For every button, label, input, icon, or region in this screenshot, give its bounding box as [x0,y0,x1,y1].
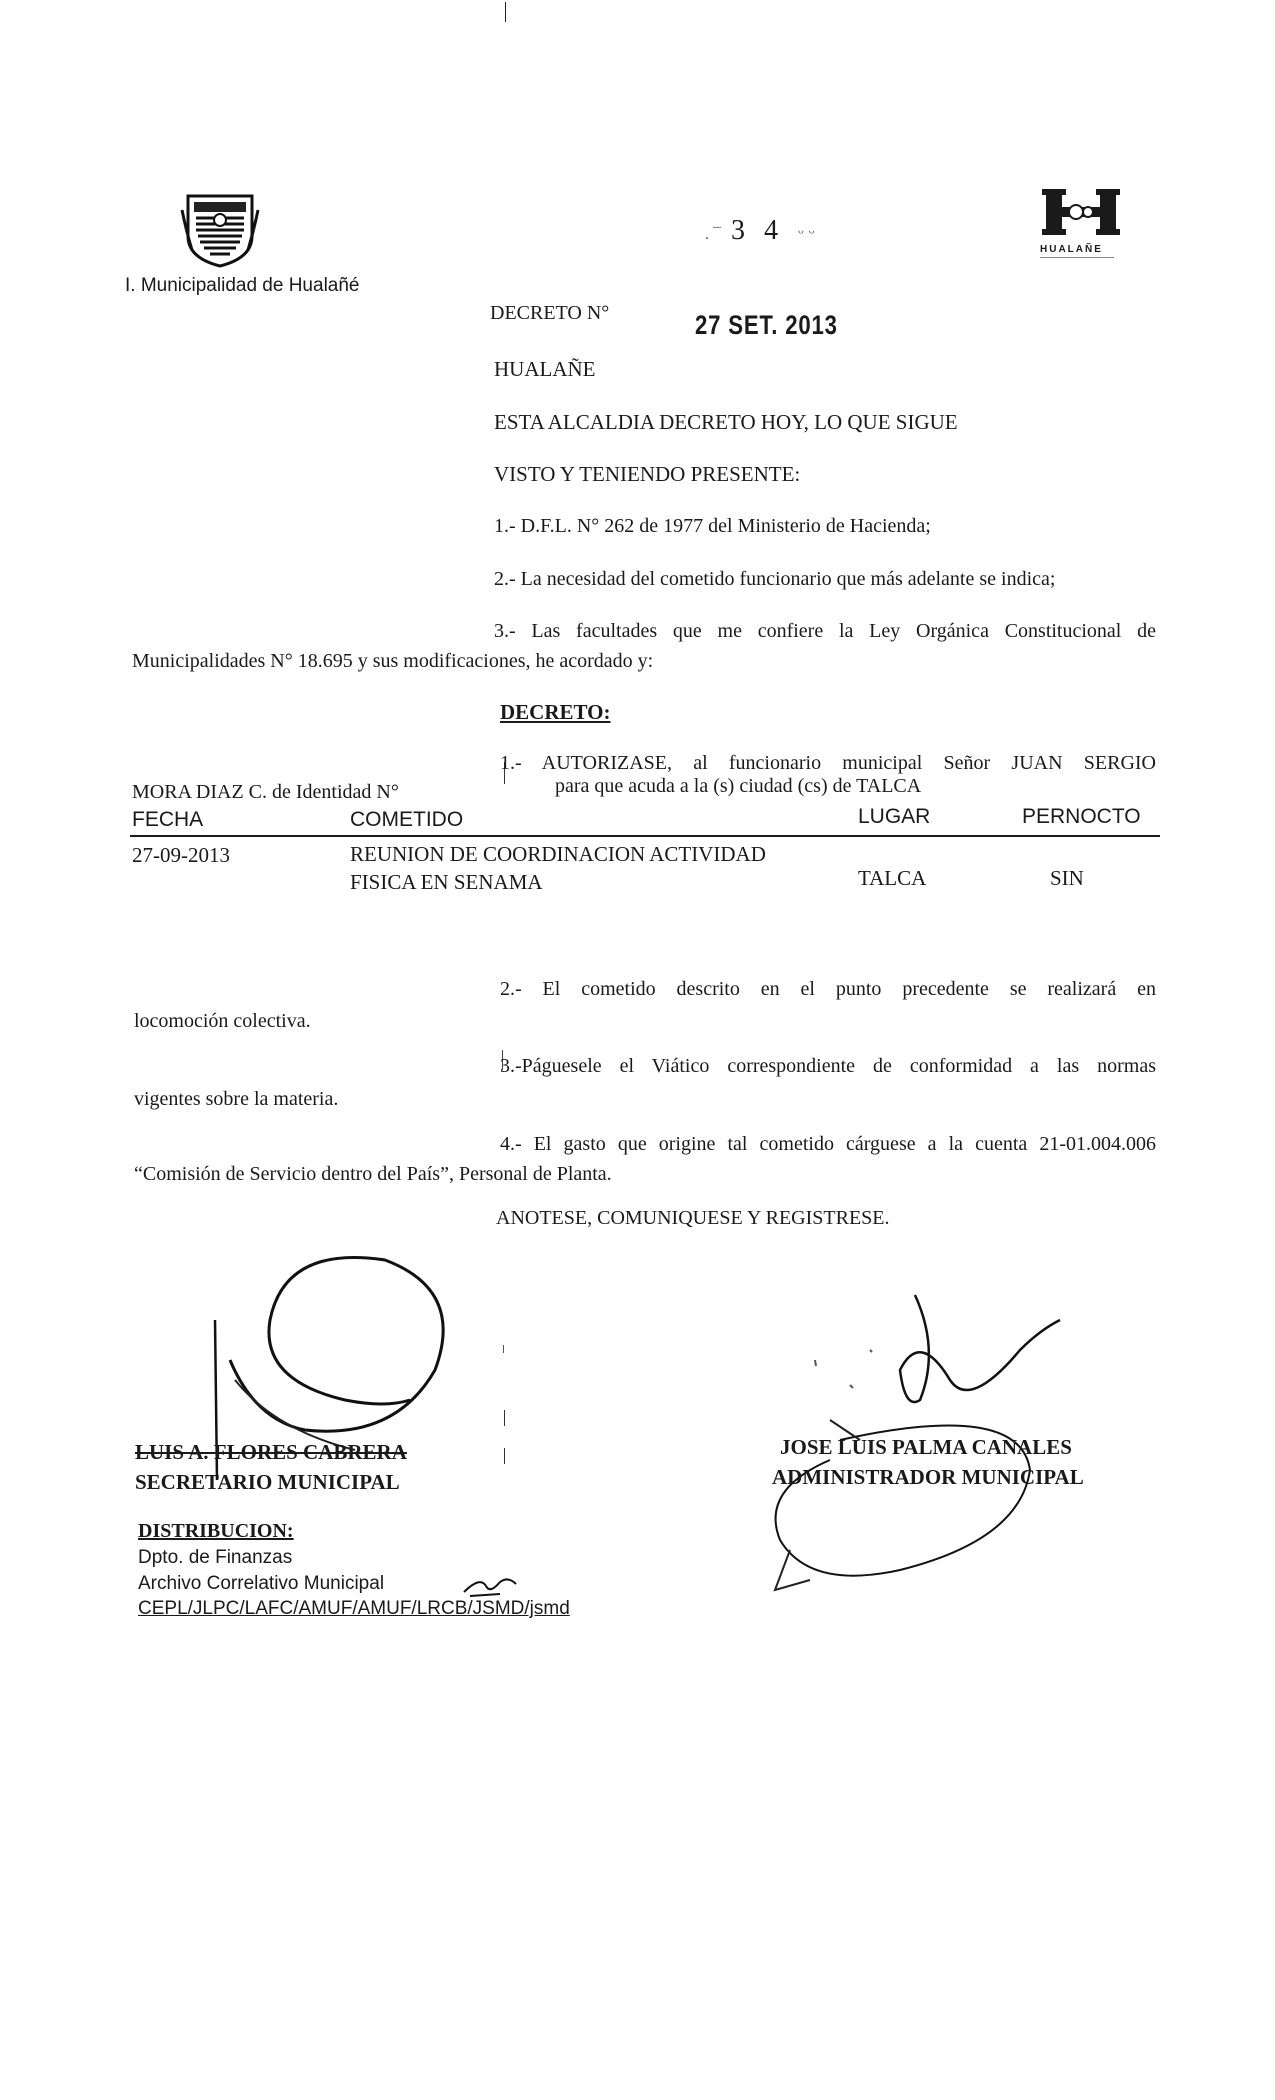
distribution-line-2: Archivo Correlativo Municipal [138,1573,385,1594]
decree-label: DECRETO N° [490,302,610,324]
distribution-line-1: Dpto. de Finanzas [138,1547,293,1568]
scan-mark [503,1345,504,1353]
decree-number-stamp: . ¯ 3 4 ᵕ ᵕ [705,215,815,246]
clause-2-continued: locomoción colectiva. [134,1010,311,1032]
visto-heading: VISTO Y TENIENDO PRESENTE: [494,462,801,486]
logo-caption: HUALAÑE [1040,244,1103,255]
decree-date: 27 SET. 2013 [695,310,838,340]
table-cell-cometido-2: FISICA EN SENAMA [350,870,543,894]
municipal-coat-of-arms [180,190,260,275]
clause-4: 4.- El gasto que origine tal cometido cárguese a la cuenta 21-01.004.006 [500,1133,1156,1155]
clause-4-continued: “Comisión de Servicio dentro del País”, Personal de Planta. [134,1163,612,1185]
closing-formula: ANOTESE, COMUNIQUESE Y REGISTRESE. [496,1207,890,1229]
clause-3: 3.-Páguesele el Viático correspondiente de conformidad a las normas [500,1055,1156,1077]
hualane-logo [1040,185,1130,258]
right-signer-name: JOSE LUIS PALMA CANALES [780,1435,1072,1459]
left-signer-title: SECRETARIO MUNICIPAL [135,1470,400,1494]
table-cell-pernocto: SIN [1050,866,1084,890]
table-cell-lugar: TALCA [858,866,927,890]
visto-item-2: 2.- La necesidad del cometido funcionario que más adelante se indica; [494,568,1056,590]
table-cell-cometido-1: REUNION DE COORDINACION ACTIVIDAD [350,842,766,866]
table-header-cometido: COMETIDO [350,808,464,831]
distribution-heading: DISTRIBUCION: [138,1520,294,1542]
visto-item-3: 3.- Las facultades que me confiere la Ley Orgánica Constitucional de [494,620,1156,642]
table-cell-fecha: 27-09-2013 [132,843,230,867]
visto-item-1: 1.- D.F.L. N° 262 de 1977 del Ministerio de Hacienda; [494,515,931,537]
scan-mark [504,1448,505,1464]
right-signer-title: ADMINISTRADOR MUNICIPAL [772,1465,1084,1489]
distribution-initials: CEPL/JLPC/LAFC/AMUF/AMUF/LRCB/JSMD/jsmd [138,1598,570,1619]
table-header-rule [130,835,1160,837]
table-header-fecha: FECHA [132,808,204,831]
initials-scribble [460,1570,520,1605]
scan-mark [504,1410,505,1426]
decree-city: HUALAÑE [494,357,596,381]
scan-mark [505,2,506,22]
decreto-heading: DECRETO: [500,700,611,724]
clause-3-continued: vigentes sobre la materia. [134,1088,339,1110]
decree-intro: ESTA ALCALDIA DECRETO HOY, LO QUE SIGUE [494,410,958,434]
visto-item-3-continued: Municipalidades N° 18.695 y sus modificaciones, he acordado y: [132,650,654,672]
left-signer-name: LUIS A. FLORES CABRERA [135,1440,407,1464]
municipality-name: I. Municipalidad de Hualañé [125,275,360,296]
authorization-line-3: para que acuda a la (s) ciudad (cs) de TALCA [555,775,922,797]
table-header-lugar: LUGAR [858,805,931,828]
stamp-number: 3 4 [731,215,784,246]
table-header-pernocto: PERNOCTO [1022,805,1141,828]
authorization-line-2: MORA DIAZ C. de Identidad N° [132,781,399,803]
clause-2: 2.- El cometido descrito en el punto precedente se realizará en [500,978,1156,1000]
authorization-line-1: 1.- AUTORIZASE, al funcionario municipal Señor JUAN SERGIO [500,752,1156,774]
